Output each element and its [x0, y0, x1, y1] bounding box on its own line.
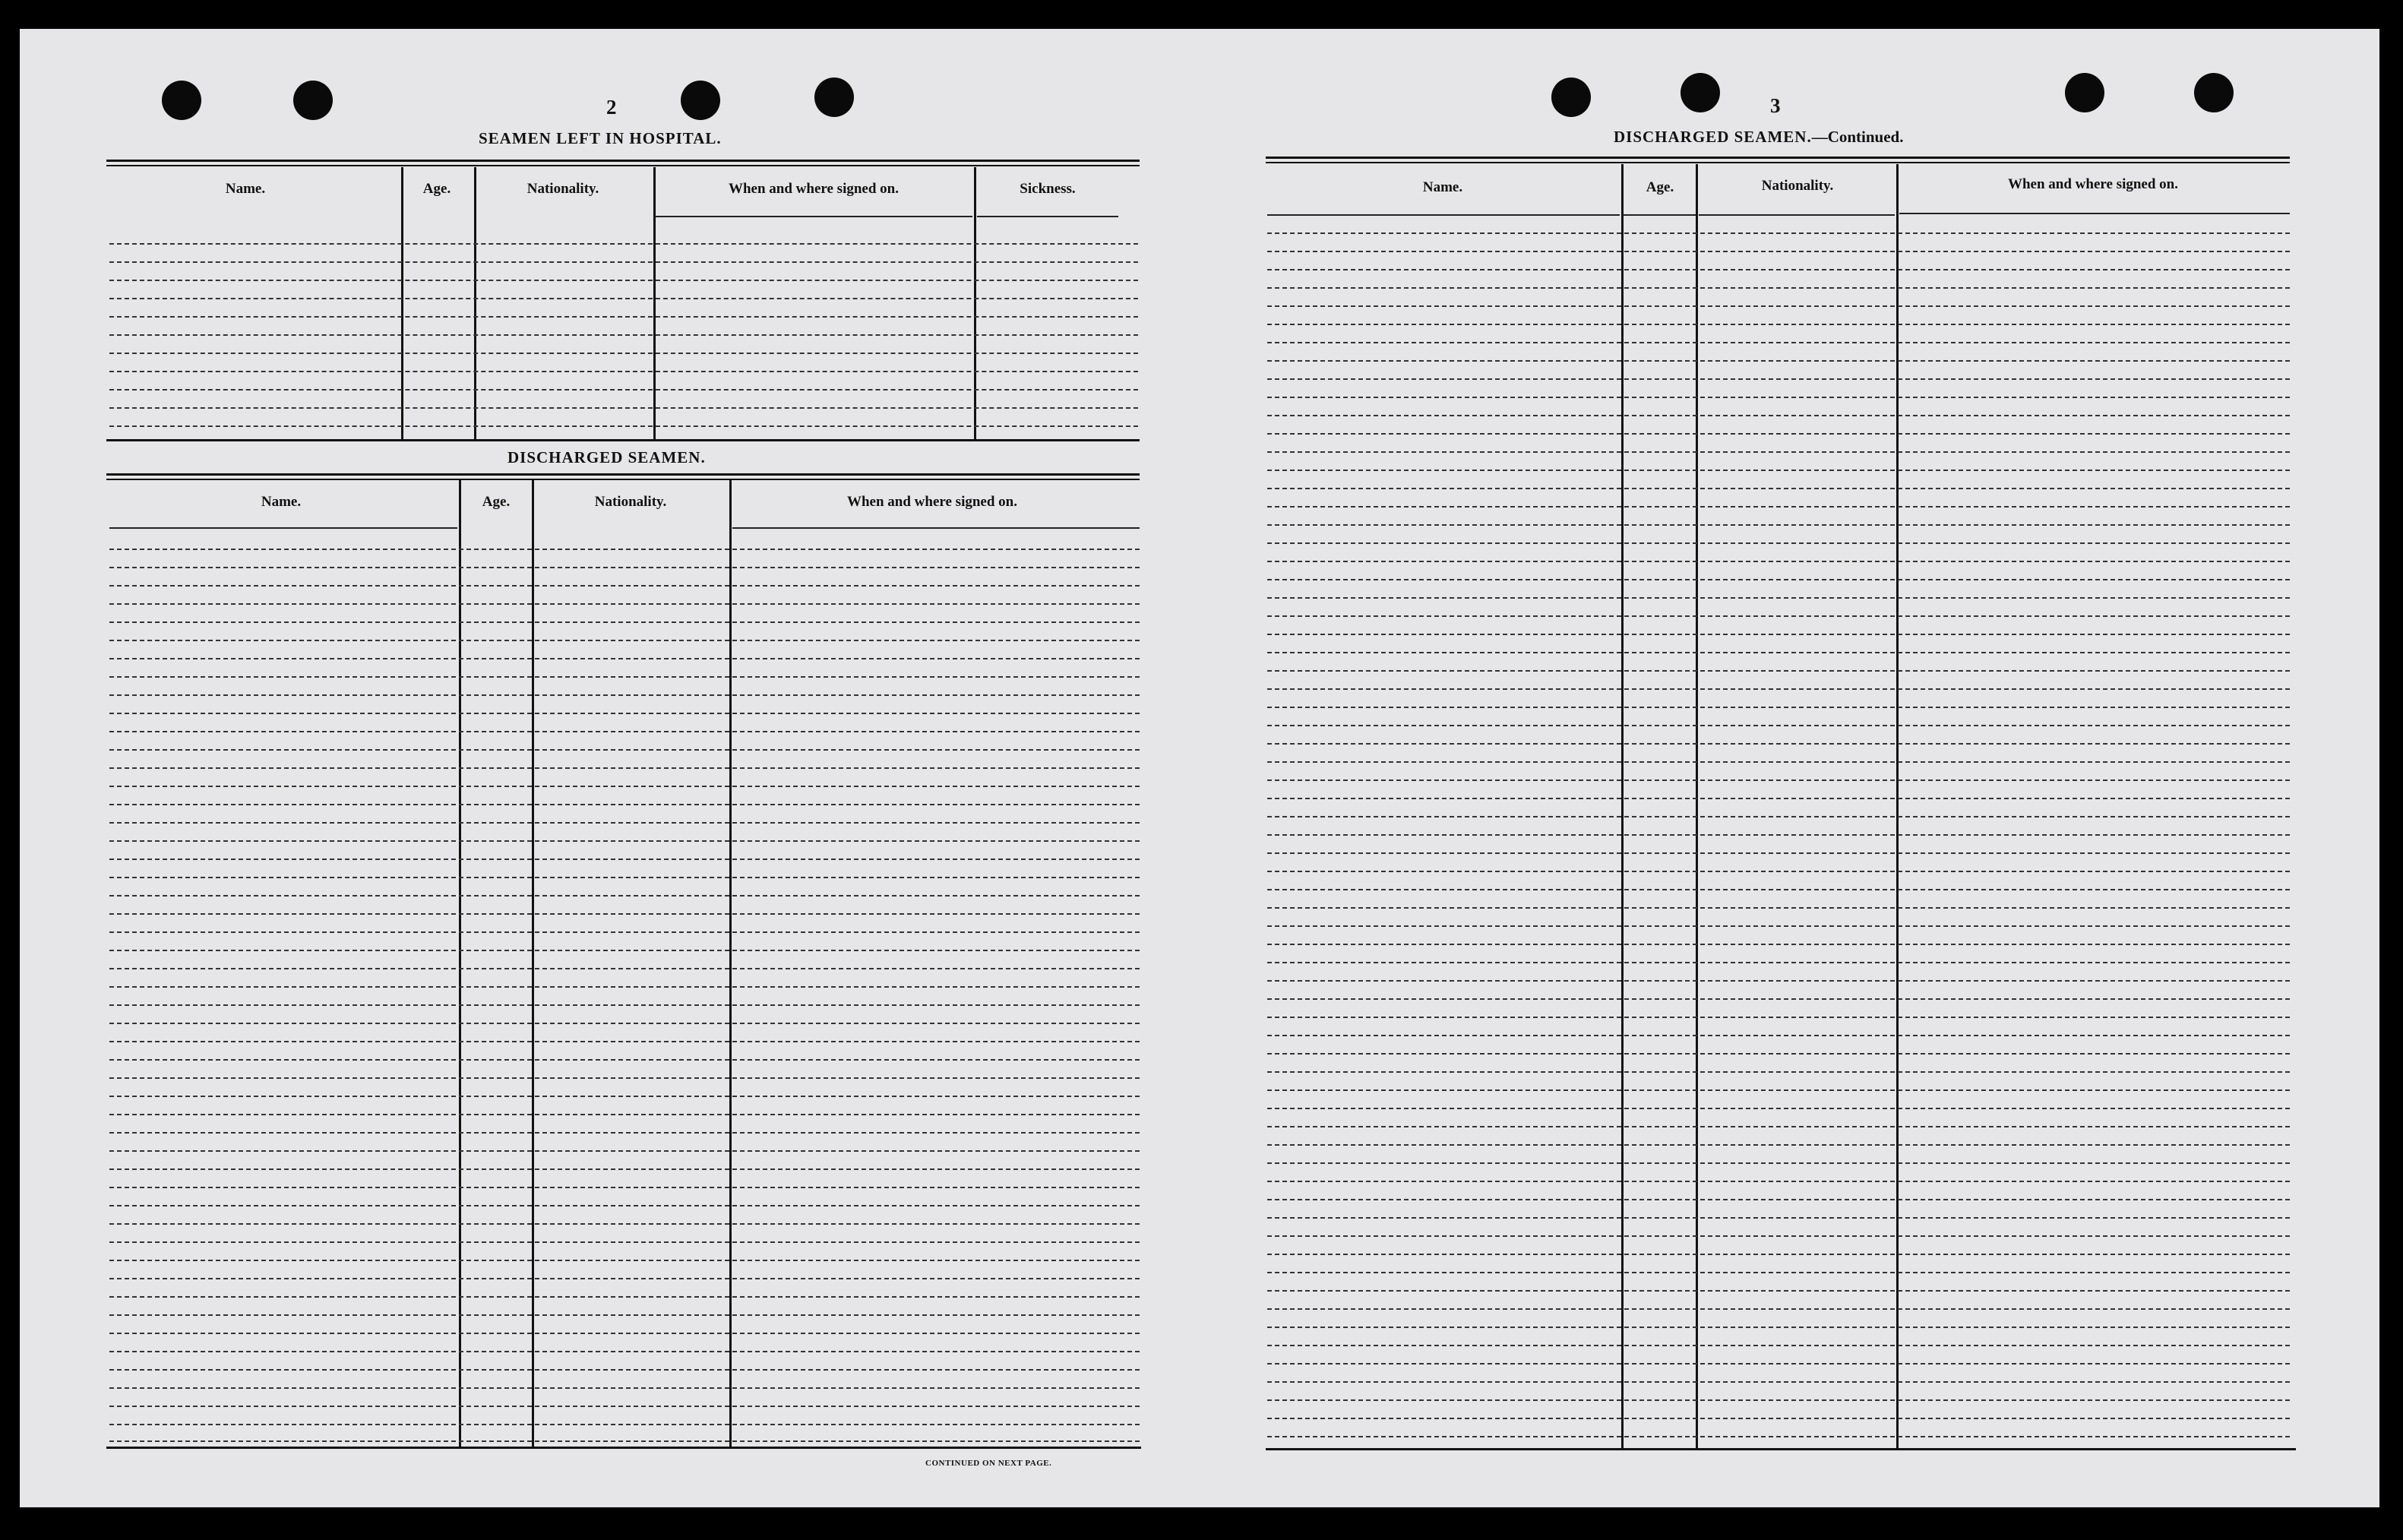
table-row-line	[1267, 360, 2290, 362]
table-row-line	[1267, 1290, 2290, 1292]
table-row-line	[109, 804, 1140, 805]
col-header-age: Age.	[482, 494, 511, 510]
table-row-line	[109, 859, 1140, 860]
table-row-line	[109, 749, 1140, 751]
table-row-line	[1267, 615, 2290, 617]
table-row-line	[1267, 506, 2290, 508]
table-row-line	[1267, 1053, 2290, 1055]
table-row-line	[1267, 1144, 2290, 1146]
section-rule	[106, 439, 1140, 441]
hospital-section-title: SEAMEN LEFT IN HOSPITAL.	[479, 129, 722, 147]
table-row-line	[109, 1023, 1140, 1024]
header-underline	[1699, 214, 1895, 216]
table-row-line	[109, 389, 1138, 391]
col-header-when-where: When and where signed on.	[2007, 176, 2178, 192]
table-row-line	[109, 1168, 1140, 1170]
table-row-line	[109, 767, 1140, 769]
table-row-line	[1267, 287, 2290, 289]
col-header-age: Age.	[422, 181, 451, 197]
discharged-continued-title	[1614, 128, 1903, 147]
table-top-rule	[106, 479, 1140, 480]
col-header-sickness: Sickness.	[1020, 181, 1076, 197]
table-row-line	[109, 1351, 1140, 1352]
table-row-line	[1267, 470, 2290, 471]
table-row-line	[109, 877, 1140, 878]
table-row-line	[109, 1241, 1140, 1243]
table-row-line	[109, 1059, 1140, 1061]
table-row-line	[109, 913, 1140, 915]
table-row-line	[109, 1314, 1140, 1316]
table-row-line	[1267, 1436, 2290, 1437]
table-bottom-rule	[106, 1447, 1141, 1449]
header-underline	[1267, 214, 1620, 216]
table-row-line	[1267, 962, 2290, 963]
column-divider	[532, 480, 534, 1447]
table-row-line	[1267, 688, 2290, 690]
table-row-line	[1267, 725, 2290, 726]
header-underline	[732, 527, 1140, 529]
column-divider	[401, 167, 403, 439]
table-row-line	[109, 1369, 1140, 1371]
discharged-section-title: DISCHARGED SEAMEN.	[507, 448, 706, 466]
table-row-line	[109, 621, 1140, 623]
table-row-line	[1267, 779, 2290, 781]
column-divider	[729, 480, 732, 1447]
table-row-line	[109, 316, 1138, 318]
table-row-line	[109, 280, 1138, 281]
table-row-line	[109, 425, 1138, 427]
table-row-line	[1267, 944, 2290, 945]
table-top-rule	[106, 160, 1140, 162]
table-row-line	[109, 1004, 1140, 1006]
table-row-line	[109, 676, 1140, 678]
table-row-line	[109, 1440, 1140, 1442]
table-row-line	[109, 1041, 1140, 1042]
table-row-line	[109, 1077, 1140, 1079]
table-row-line	[109, 694, 1140, 696]
table-row-line	[1267, 834, 2290, 836]
table-row-line	[1267, 1327, 2290, 1328]
continued-note: CONTINUED ON NEXT PAGE.	[925, 1459, 1052, 1468]
table-row-line	[1267, 542, 2290, 544]
table-row-line	[109, 298, 1138, 299]
table-row-line	[109, 950, 1140, 951]
left-page	[20, 29, 1159, 1507]
table-row-line	[109, 1187, 1140, 1188]
table-row-line	[1267, 816, 2290, 817]
page-number: 3	[1770, 94, 1781, 117]
table-row-line	[1267, 761, 2290, 763]
table-row-line	[1267, 378, 2290, 380]
table-row-line	[1267, 1381, 2290, 1383]
table-row-line	[1267, 451, 2290, 453]
table-top-rule	[1266, 162, 2290, 163]
col-header-nationality: Nationality.	[594, 494, 667, 510]
table-row-line	[1267, 925, 2290, 927]
table-row-line	[1267, 251, 2290, 252]
column-divider	[1621, 164, 1624, 1448]
table-row-line	[1267, 1089, 2290, 1091]
table-row-line	[1267, 1254, 2290, 1255]
column-divider	[1896, 164, 1899, 1448]
table-row-line	[1267, 980, 2290, 982]
table-row-line	[109, 1296, 1140, 1298]
table-row-line	[1267, 670, 2290, 672]
table-row-line	[109, 567, 1140, 568]
table-row-line	[109, 658, 1140, 659]
right-page	[1159, 29, 2379, 1507]
table-row-line	[109, 334, 1138, 336]
table-row-line	[1267, 1418, 2290, 1419]
header-underline	[977, 216, 1118, 217]
table-row-line	[1267, 232, 2290, 234]
table-row-line	[109, 261, 1138, 263]
table-row-line	[109, 1260, 1140, 1261]
table-row-line	[109, 585, 1140, 587]
column-divider	[459, 480, 461, 1447]
table-row-line	[109, 1223, 1140, 1225]
table-row-line	[109, 931, 1140, 933]
table-row-line	[1267, 889, 2290, 890]
table-row-line	[1267, 634, 2290, 635]
table-row-line	[109, 353, 1138, 354]
title-suffix: —Continued.	[1811, 128, 1904, 146]
table-row-line	[1267, 397, 2290, 398]
table-row-line	[109, 243, 1138, 245]
header-underline	[109, 527, 457, 529]
table-row-line	[109, 786, 1140, 787]
table-row-line	[109, 1096, 1140, 1097]
table-row-line	[1267, 1181, 2290, 1182]
table-row-line	[109, 371, 1138, 372]
table-row-line	[109, 1132, 1140, 1134]
table-row-line	[1267, 597, 2290, 599]
table-row-line	[1267, 871, 2290, 872]
table-top-rule	[106, 473, 1140, 476]
table-row-line	[1267, 652, 2290, 653]
table-top-rule	[1266, 157, 2290, 159]
table-row-line	[1267, 579, 2290, 580]
table-row-line	[1267, 852, 2290, 854]
col-header-name: Name.	[1422, 179, 1463, 195]
table-row-line	[109, 1150, 1140, 1152]
table-row-line	[1267, 707, 2290, 708]
table-row-line	[1267, 1199, 2290, 1200]
table-bottom-rule	[1266, 1448, 2296, 1450]
col-header-when-where: When and where signed on.	[728, 181, 899, 197]
table-row-line	[1267, 998, 2290, 1000]
column-divider	[653, 167, 656, 439]
table-row-line	[1267, 1162, 2290, 1164]
table-row-line	[109, 1333, 1140, 1334]
title-main: DISCHARGED SEAMEN.	[1614, 128, 1812, 146]
table-row-line	[1267, 415, 2290, 416]
table-row-line	[109, 895, 1140, 896]
table-row-line	[1267, 1071, 2290, 1073]
table-row-line	[1267, 342, 2290, 343]
header-underline	[1623, 214, 1696, 216]
column-divider	[974, 167, 976, 439]
table-row-line	[1267, 1035, 2290, 1036]
page-number: 2	[606, 96, 617, 119]
col-header-name: Name.	[225, 181, 266, 197]
col-header-when-where: When and where signed on.	[846, 494, 1017, 510]
table-row-line	[109, 1278, 1140, 1279]
table-row-line	[1267, 907, 2290, 909]
table-row-line	[109, 1406, 1140, 1407]
table-row-line	[1267, 1217, 2290, 1219]
table-row-line	[1267, 1345, 2290, 1346]
table-row-line	[109, 840, 1140, 842]
table-top-rule	[106, 165, 1140, 166]
header-underline	[1899, 213, 2290, 214]
table-row-line	[109, 549, 1140, 550]
col-header-nationality: Nationality.	[1761, 178, 1834, 194]
table-row-line	[1267, 1272, 2290, 1273]
table-row-line	[109, 603, 1140, 605]
table-row-line	[1267, 1108, 2290, 1109]
col-header-name: Name.	[261, 494, 302, 510]
table-row-line	[109, 1114, 1140, 1115]
table-row-line	[1267, 1017, 2290, 1018]
document-sheet	[20, 29, 2379, 1507]
table-row-line	[109, 822, 1140, 824]
table-row-line	[1267, 1399, 2290, 1401]
table-row-line	[109, 407, 1138, 409]
table-row-line	[1267, 1363, 2290, 1364]
col-header-nationality: Nationality.	[526, 181, 599, 197]
table-row-line	[1267, 324, 2290, 325]
table-row-line	[109, 731, 1140, 732]
table-row-line	[1267, 433, 2290, 435]
header-underline	[655, 216, 972, 217]
column-divider	[1696, 164, 1698, 1448]
table-row-line	[109, 1205, 1140, 1206]
col-header-age: Age.	[1646, 179, 1674, 195]
table-row-line	[109, 713, 1140, 714]
column-divider	[474, 167, 476, 439]
table-row-line	[109, 968, 1140, 969]
table-row-line	[1267, 269, 2290, 270]
table-row-line	[1267, 1308, 2290, 1310]
table-row-line	[1267, 561, 2290, 562]
table-row-line	[1267, 1126, 2290, 1127]
table-row-line	[1267, 743, 2290, 745]
table-row-line	[1267, 798, 2290, 799]
table-row-line	[109, 1424, 1140, 1425]
table-row-line	[1267, 1235, 2290, 1237]
table-row-line	[1267, 305, 2290, 307]
table-row-line	[1267, 488, 2290, 489]
table-row-line	[109, 640, 1140, 641]
table-row-line	[109, 1387, 1140, 1389]
table-row-line	[109, 986, 1140, 988]
table-row-line	[1267, 524, 2290, 526]
